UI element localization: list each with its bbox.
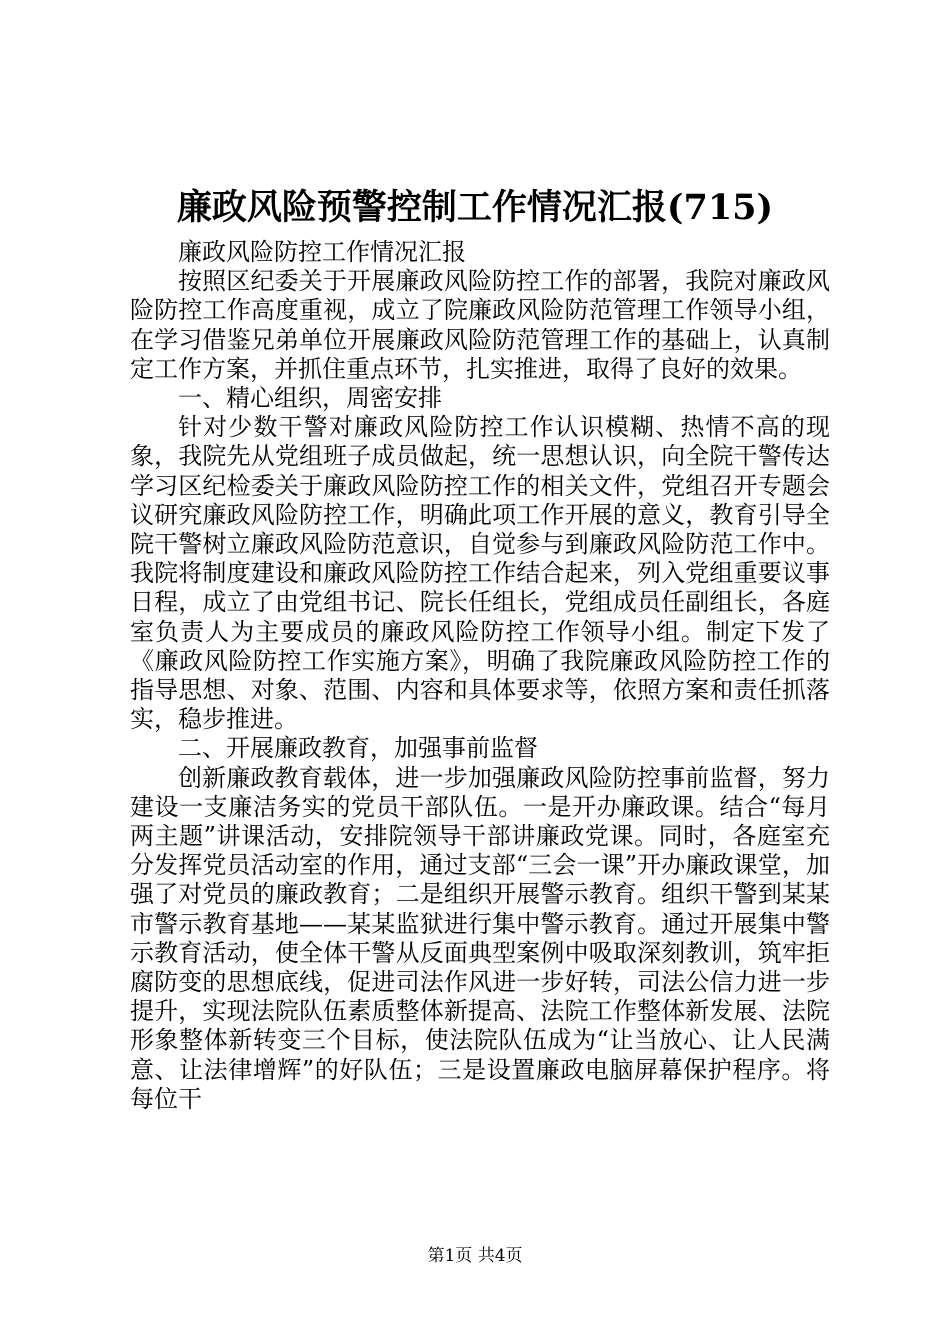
paragraph-intro: 按照区纪委关于开展廉政风险防控工作的部署，我院对廉政风险防控工作高度重视，成立了院廉政风险防范管理工作领导小组，在学习借鉴兄弟单位开展廉政风险防范管理工作的基础上，认真制定工作方案，并抓住重点环节，扎实推进，取得了良好的效果。 [130, 267, 830, 383]
paragraph-subtitle: 廉政风险防控工作情况汇报 [178, 238, 466, 266]
document-title: 廉政风险预警控制工作情况汇报(715) [176, 187, 774, 228]
paragraph-section-1: 针对少数干警对廉政风险防控工作认识模糊、热情不高的现象，我院先从党组班子成员做起，统一思想认识，向全院干警传达学习区纪检委关于廉政风险防控工作的相关文件，党组召开专题会议研究廉政风险防控工作，明确此项工作开展的意义，教育引导全院干警树立廉政风险防范意识，自觉参与到廉政风险防范工作中。我院将制度建设和廉政风险防控工作结合起来，列入党组重要议事日程，成立了由党组书记、院长任组长，党组成员任副组长，各庭室负责人为主要成员的廉政风险防控工作领导小组。制定下发了《廉政风险防控工作实施方案》，明确了我院廉政风险防控工作的指导思想、对象、范围、内容和具体要求等，依照方案和责任抓落实，稳步推进。 [130, 413, 830, 734]
section-heading-1: 一、精心组织，周密安排 [178, 384, 442, 413]
page-footer: 第1页 共4页 [427, 1246, 523, 1266]
document-body [130, 238, 830, 1114]
section-heading-2: 二、开展廉政教育，加强事前监督 [178, 734, 538, 763]
paragraph-section-2: 创新廉政教育载体，进一步加强廉政风险防控事前监督，努力建设一支廉洁务实的党员干部队伍。一是开办廉政课。结合“每月两主题”讲课活动，安排院领导干部讲廉政党课。同时，各庭室充分发挥党员活动室的作用，通过支部“三会一课”开办廉政课堂，加强了对党员的廉政教育；二是组织开展警示教育。组织干警到某某市警示教育基地——某某监狱进行集中警示教育。通过开展集中警示教育活动，使全体干警从反面典型案例中吸取深刻教训，筑牢拒腐防变的思想底线，促进司法作风进一步好转，司法公信力进一步提升，实现法院队伍素质整体新提高、法院工作整体新发展、法院形象整体新转变三个目标，使法院队伍成为“让当放心、让人民满意、让法律增辉”的好队伍；三是设置廉政电脑屏幕保护程序。将每位干 [130, 763, 830, 1113]
